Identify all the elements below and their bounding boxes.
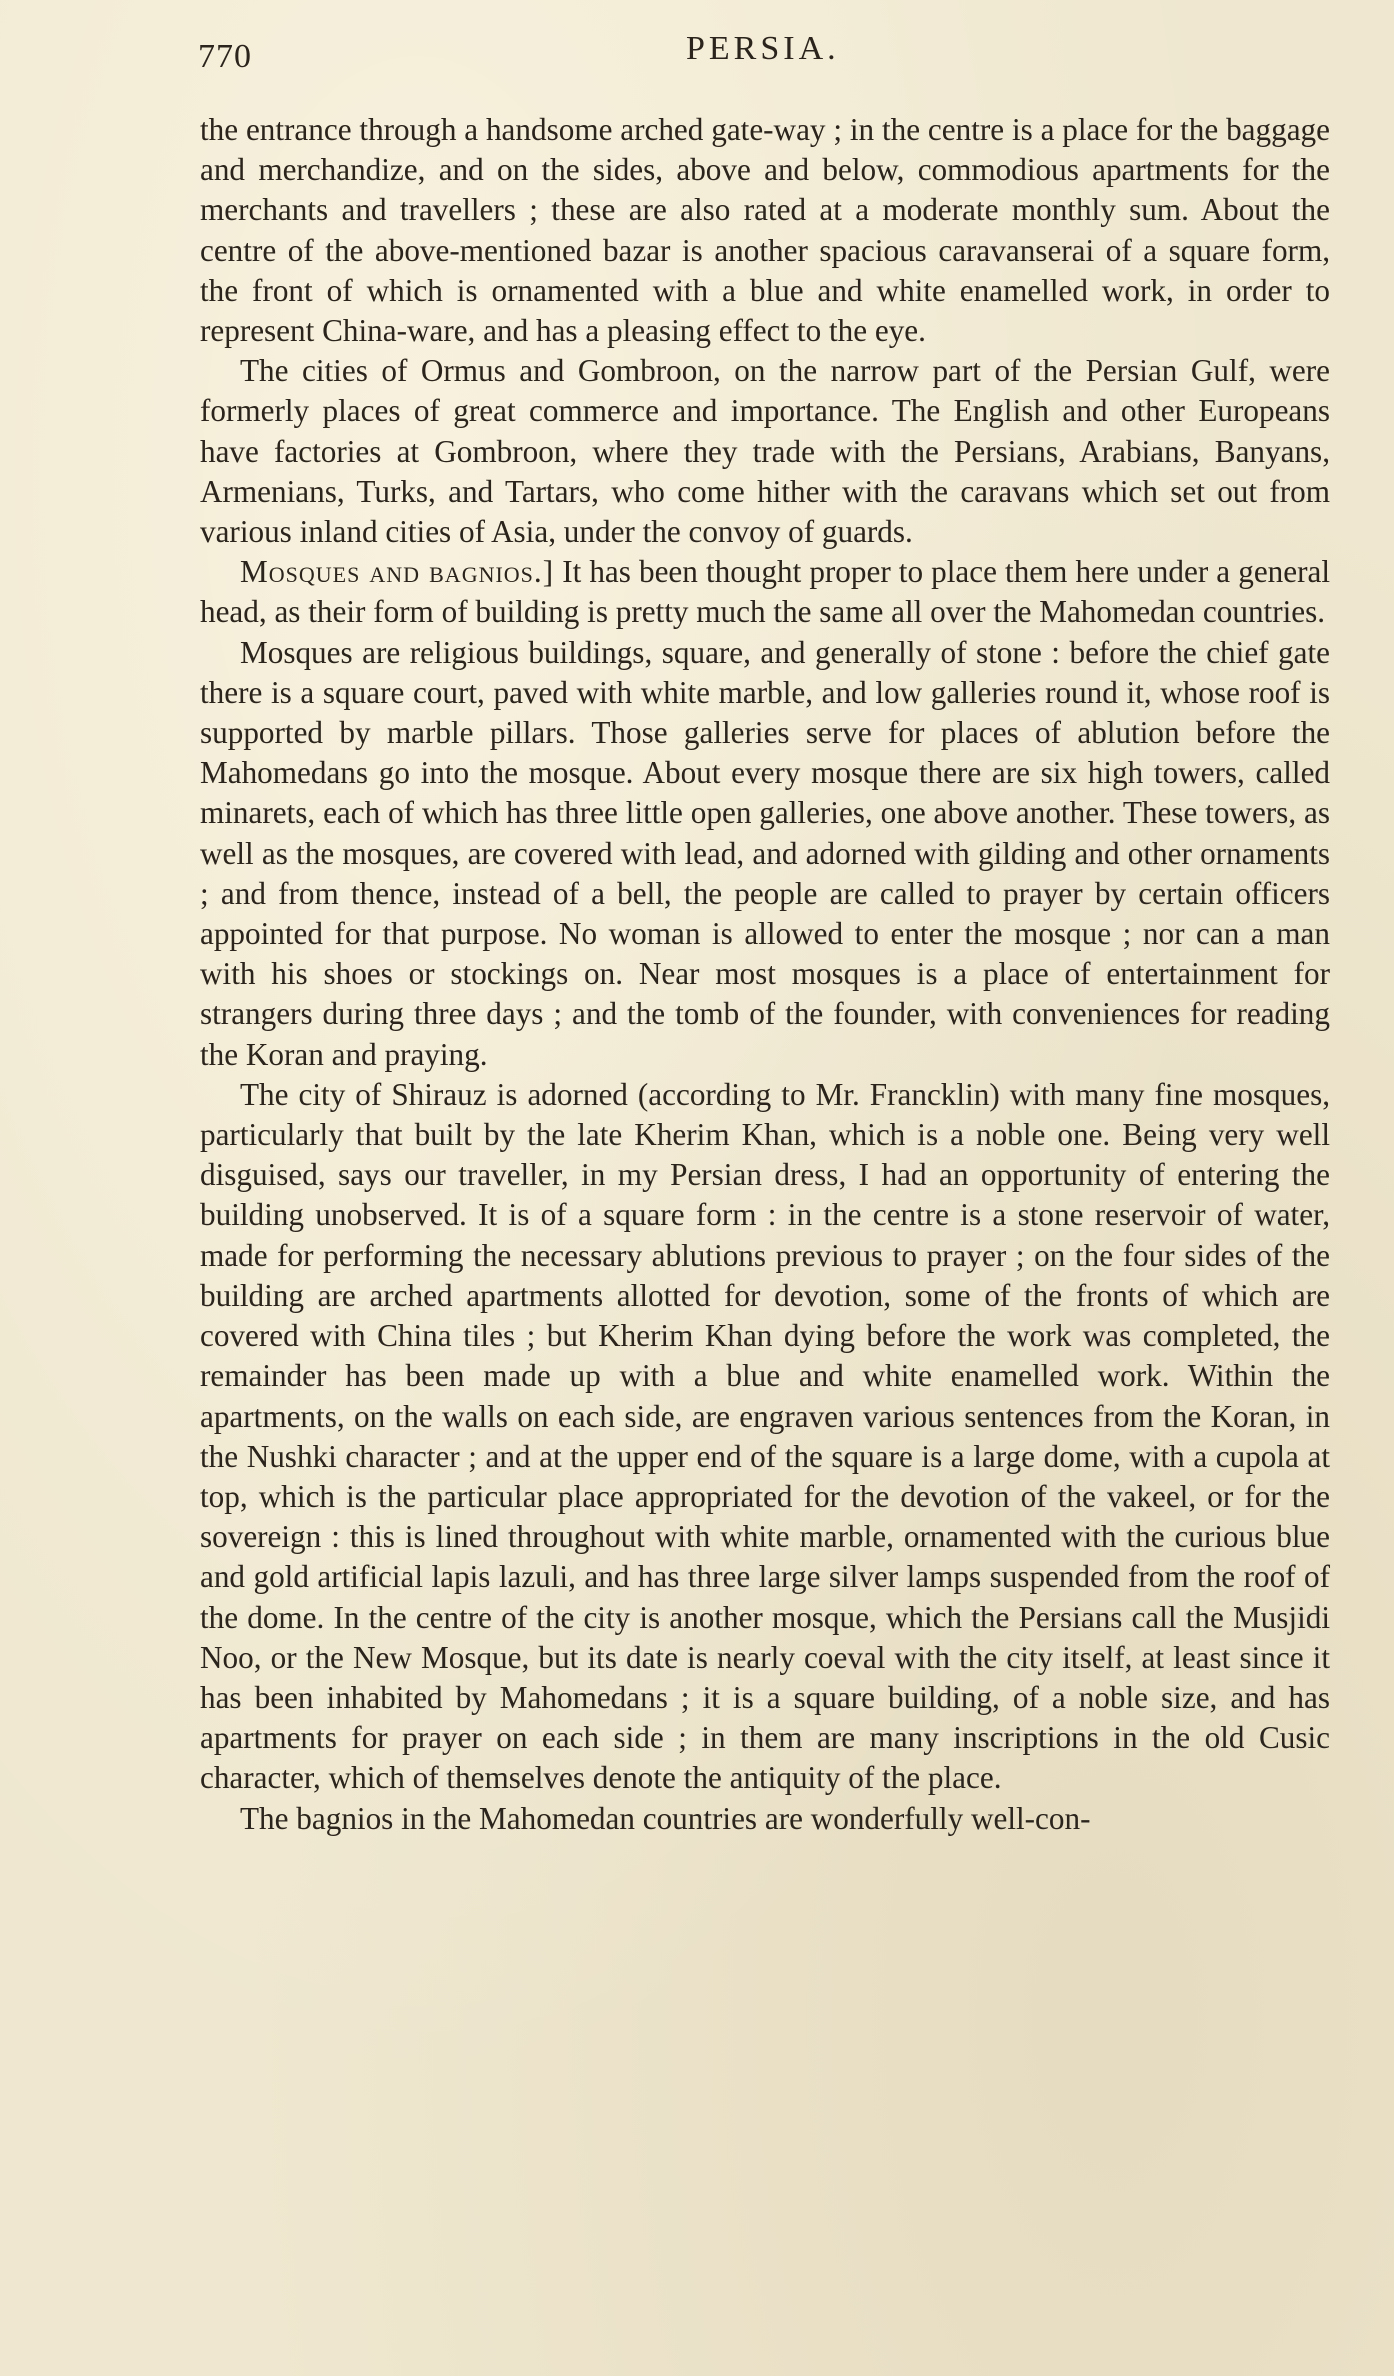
page-number: 770 xyxy=(198,38,252,75)
paragraph-mosques-and-bagnios xyxy=(200,552,1330,632)
paragraph-bagnios: The bagnios in the Mahomedan countries are wonderfully well-con- xyxy=(240,1800,1091,1836)
paragraph-mosques-intro-text: It has been thought proper to place them here under a general head, as their form of building is pretty much the same all over the Mahomedan countries. xyxy=(200,554,1331,630)
paragraph-mosques-description: Mosques are religious buildings, square, and generally of stone : before the chief gate there is a square court, paved with white marble, and low galleries round it, whose roof is supported by marble pillars. Those galleries serve for places of ablution before the Mahomedans go into the mosque. About every mosque there are six high towers, called minarets, each of which has three little open galleries, one above another. These towers, as well as the mosques, are covered with lead, and adorned with gilding and other ornaments ; and from thence, instead of a bell, the people are called to prayer by certain officers appointed for that purpose. No woman is allowed to enter the mosque ; nor can a man with his shoes or stockings on. Near most mosques is a place of entertainment for strangers during three days ; and the tomb of the founder, with conveniences for reading the Koran and praying. xyxy=(200,634,1330,1072)
paragraph-ormus-gombroon: The cities of Ormus and Gombroon, on the narrow part of the Persian Gulf, were formerly places of great commerce and importance. The English and other Europeans have factories at Gombroon, where they trade with the Persians, Arabians, Banyans, Armenians, Turks, and Tartars, who come hither with the caravans which set out from various inland cities of Asia, under the convoy of guards. xyxy=(200,353,1330,550)
paragraph-shirauz-mosques: The city of Shirauz is adorned (according to Mr. Francklin) with many fine mosques, particularly that built by the late Kherim Khan, which is a noble one. Being very well disguised, says our traveller, in my Persian dress, I had an opportunity of entering the building unobserved. It is of a square form : in the centre is a stone reservoir of water, made for performing the necessary ablutions previous to prayer ; on the four sides of the building are arched apartments allotted for devotion, some of the fronts of which are covered with China tiles ; but Kherim Khan dying before the work was completed, the remainder has been made up with a blue and white enamelled work. Within the apartments, on the walls on each side, are engraven various sentences from the Koran, in the Nushki character ; and at the upper end of the square is a large dome, with a cupola at top, which is the particular place appropriated for the devotion of the vakeel, or for the sovereign : this is lined throughout with white marble, ornamented with the curious blue and gold artificial lapis lazuli, and has three large silver lamps suspended from the roof of the dome. In the centre of the city is another mosque, which the Persians call the Musjidi Noo, or the New Mosque, but its date is nearly coeval with the city itself, at least since it has been inhabited by Mahomedans ; it is a square building, of a noble size, and has apartments for prayer on each side ; in them are many inscriptions in the old Cusic character, which of themselves denote the antiquity of the place. xyxy=(200,1076,1330,1796)
running-title: PERSIA. xyxy=(686,30,840,67)
paragraph-caravanserai: the entrance through a handsome arched gate-way ; in the centre is a place for the baggage and merchandize, and on the sides, above and below, commodious apartments for the merchants and travellers ; these are also rated at a moderate monthly sum. About the centre of the above-mentioned bazar is another spacious caravanserai of a square form, the front of which is ornamented with a blue and white enamelled work, in order to represent China-ware, and has a pleasing effect to the eye. xyxy=(200,112,1330,349)
page-header xyxy=(198,30,1328,80)
section-heading: Mosques and bagnios.] xyxy=(240,554,555,590)
body-text xyxy=(200,110,1330,1839)
